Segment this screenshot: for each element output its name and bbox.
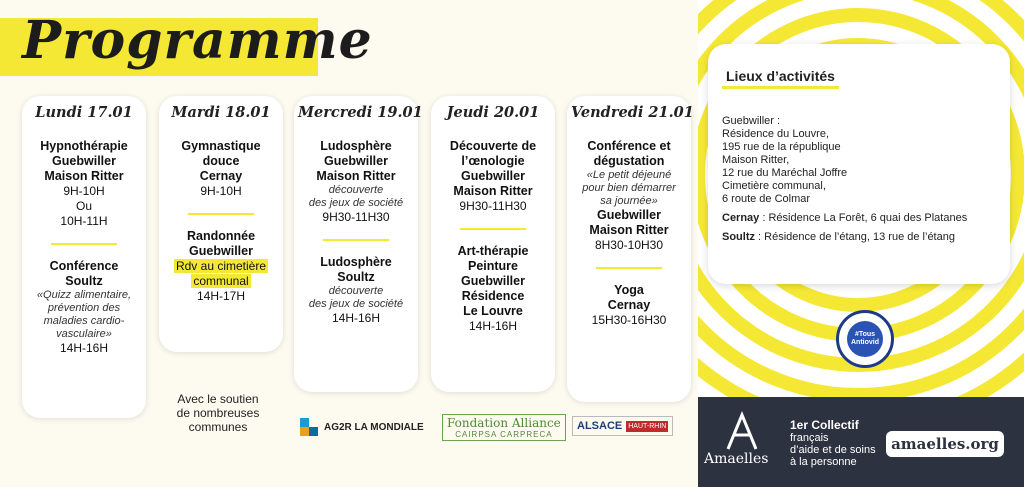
activity <box>26 139 142 229</box>
day-card <box>431 96 555 392</box>
website-link[interactable]: amaelles.org <box>886 431 1004 457</box>
footer <box>698 397 1024 487</box>
page-title: Programme <box>22 10 373 71</box>
activity-time: 15H30-16H30 <box>591 313 667 327</box>
activity-title: Gymnastique <box>181 139 261 153</box>
separator <box>460 228 526 230</box>
day-card <box>567 96 694 402</box>
activity <box>26 259 142 356</box>
activity-desc: «Le petit déjeuné <box>586 169 672 181</box>
day-card <box>294 96 423 392</box>
activity-title: Ludosphère <box>320 139 392 153</box>
activity-title: Peinture <box>467 259 518 273</box>
badge-label: #Tous Antiovid <box>847 321 883 357</box>
activity-title: Guebwiller <box>461 169 525 183</box>
activity-desc: vasculaire» <box>56 328 112 340</box>
day-name: Mardi 18.01 <box>171 104 271 121</box>
activity-title: Résidence <box>461 289 525 303</box>
pass-sanitaire-badge <box>836 310 894 368</box>
activity-time: 8H30-10H30 <box>594 238 664 252</box>
amaelles-logo-text: Amaelles <box>704 451 769 467</box>
activity-title: Guebwiller <box>189 244 253 258</box>
activity-title: Maison Ritter <box>316 169 396 183</box>
activity-desc: maladies cardio- <box>43 315 125 327</box>
activity-time: 9H30-11H30 <box>459 199 527 213</box>
places-panel <box>698 0 1024 487</box>
day-name: Vendredi 21.01 <box>571 104 694 121</box>
activity-time: 14H-17H <box>196 289 246 303</box>
separator <box>51 243 117 245</box>
activity-time: 14H-16H <box>59 341 109 355</box>
alsace-logo: ALSACE HAUT-RHIN <box>572 416 673 436</box>
activity-title: Guebwiller <box>52 154 116 168</box>
collectif-text: 1er Collectif français d’aide et de soins à la personne <box>790 418 876 468</box>
amaelles-logo-icon <box>724 411 760 451</box>
activity-title: Randonnée <box>186 229 256 243</box>
activity-title2: Maison Ritter <box>589 223 669 237</box>
day-card <box>159 96 283 352</box>
separator <box>323 239 389 241</box>
activity-title: Hypnothérapie <box>40 139 128 153</box>
activity-desc: découverte <box>328 184 384 196</box>
activity-time: 10H-11H <box>60 214 108 228</box>
activity-title2: Guebwiller <box>597 208 661 222</box>
activity-desc: des jeux de société <box>308 197 404 209</box>
guebwiller-addresses: Résidence du Louvre, 195 rue de la république Maison Ritter, 12 rue du Maréchal Joffre Cimetière communal, 6 route de Colmar <box>722 128 848 205</box>
activity <box>571 283 687 328</box>
activity-desc: prévention des <box>47 302 121 314</box>
cernay-address: Cernay : Résidence La Forêt, 6 quai des Platanes <box>722 212 968 224</box>
activity-time: 9H-10H <box>200 184 242 198</box>
activity <box>571 139 687 253</box>
places-card <box>708 44 1010 284</box>
activity <box>163 139 279 199</box>
day-name: Jeudi 20.01 <box>446 104 540 121</box>
activity-title: Yoga <box>614 283 644 297</box>
fondation-alliance-logo: Fondation Alliance CAIRPSA CARPRECA <box>442 414 566 441</box>
activity-title: douce <box>202 154 240 168</box>
separator <box>188 213 254 215</box>
places-title: Lieux d’activités <box>722 66 839 89</box>
activity <box>435 244 551 334</box>
day-name: Mercredi 19.01 <box>298 104 423 121</box>
activity-time: 9H30-11H30 <box>322 210 390 224</box>
activity-title: Maison Ritter <box>44 169 124 183</box>
activity-time: Ou <box>75 199 92 213</box>
activity-desc: sa journée» <box>600 195 658 207</box>
activity <box>298 139 414 225</box>
activity-title: Cernay <box>199 169 243 183</box>
activity-desc: «Quizz alimentaire, <box>36 289 132 301</box>
activity-desc: découverte <box>328 285 384 297</box>
soultz-address: Soultz : Résidence de l’étang, 13 rue de l’étang <box>722 231 955 243</box>
activity-title: Le Louvre <box>463 304 523 318</box>
activity-title: Conférence et <box>587 139 671 153</box>
day-card <box>22 96 146 418</box>
activity-desc: des jeux de société <box>308 298 404 310</box>
activity <box>435 139 551 214</box>
activity-title: Guebwiller <box>461 274 525 288</box>
activity-title: Guebwiller <box>324 154 388 168</box>
activity-time: 9H-10H <box>63 184 105 198</box>
separator <box>596 267 662 269</box>
activity-time: 14H-16H <box>331 311 381 325</box>
activity-title: Soultz <box>65 274 103 288</box>
ag2r-logo: AG2R LA MONDIALE <box>298 416 424 438</box>
ag2r-icon <box>298 416 320 438</box>
activity <box>163 229 279 304</box>
activity-time: 14H-16H <box>468 319 518 333</box>
activity-highlight: communal <box>193 274 249 288</box>
activity <box>298 255 414 326</box>
activity-title: Art-thérapie <box>457 244 529 258</box>
activity-title: Soultz <box>337 270 375 284</box>
activity-desc: pour bien démarrer <box>582 182 676 194</box>
activity-title: Maison Ritter <box>453 184 533 198</box>
guebwiller-label: Guebwiller : <box>722 115 781 127</box>
activity-title: Conférence <box>49 259 119 273</box>
activity-title: Découverte de <box>449 139 537 153</box>
activity-title: Ludosphère <box>320 255 392 269</box>
activity-title: dégustation <box>593 154 665 168</box>
activity-title: Cernay <box>607 298 651 312</box>
day-name: Lundi 17.01 <box>35 104 133 121</box>
activity-title: l’œnologie <box>461 154 525 168</box>
activity-highlight: Rdv au cimetière <box>175 259 267 273</box>
support-text: Avec le soutien de nombreuses communes <box>176 392 260 434</box>
